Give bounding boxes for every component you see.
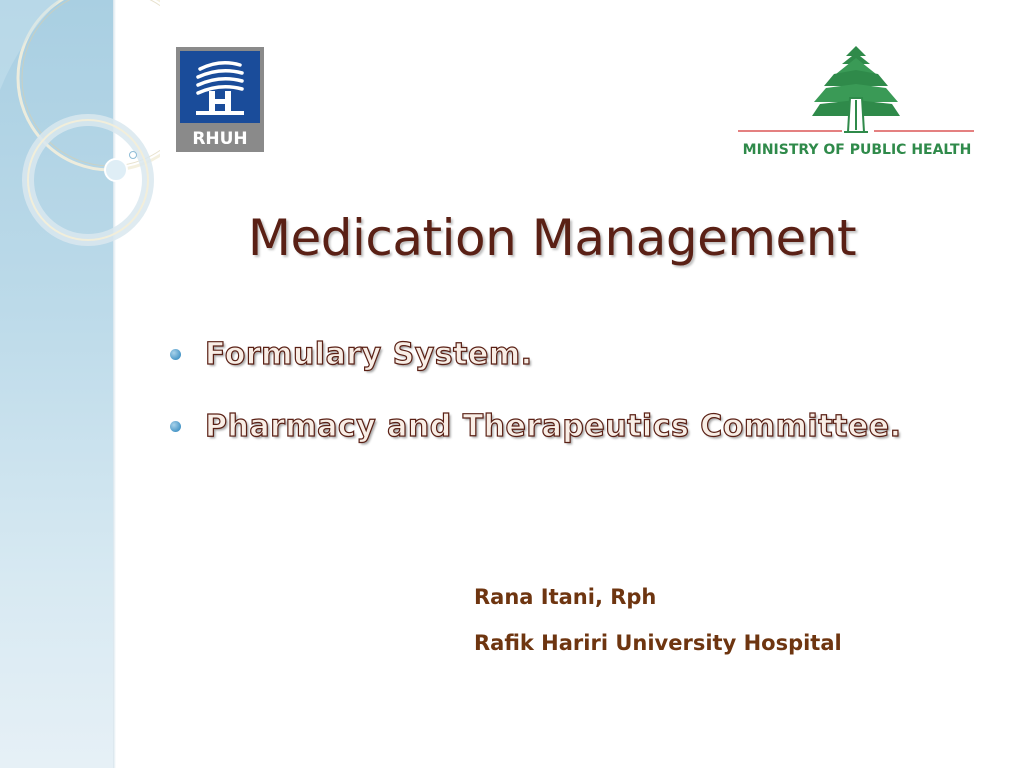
author-affiliation: Rafik Hariri University Hospital	[474, 631, 842, 655]
bullet-text: Pharmacy and Therapeutics Committee.	[205, 408, 902, 444]
bullet-dot-icon	[170, 349, 181, 360]
cedar-tree-icon	[812, 46, 900, 132]
bullet-item	[168, 318, 988, 390]
moph-logo-text: MINISTRY OF PUBLIC HEALTH	[742, 142, 972, 158]
moph-logo	[734, 40, 980, 165]
rhuh-logo	[176, 47, 264, 152]
bullet-text: Formulary System.	[205, 336, 533, 372]
rhuh-logo-text: RHUH	[192, 129, 248, 149]
author-block	[474, 574, 842, 666]
author-name: Rana Itani, Rph	[474, 585, 657, 609]
slide-title: Medication Management	[247, 209, 857, 267]
bullet-dot-icon	[170, 421, 181, 432]
bullet-list	[168, 318, 988, 462]
bullet-item	[168, 390, 988, 462]
